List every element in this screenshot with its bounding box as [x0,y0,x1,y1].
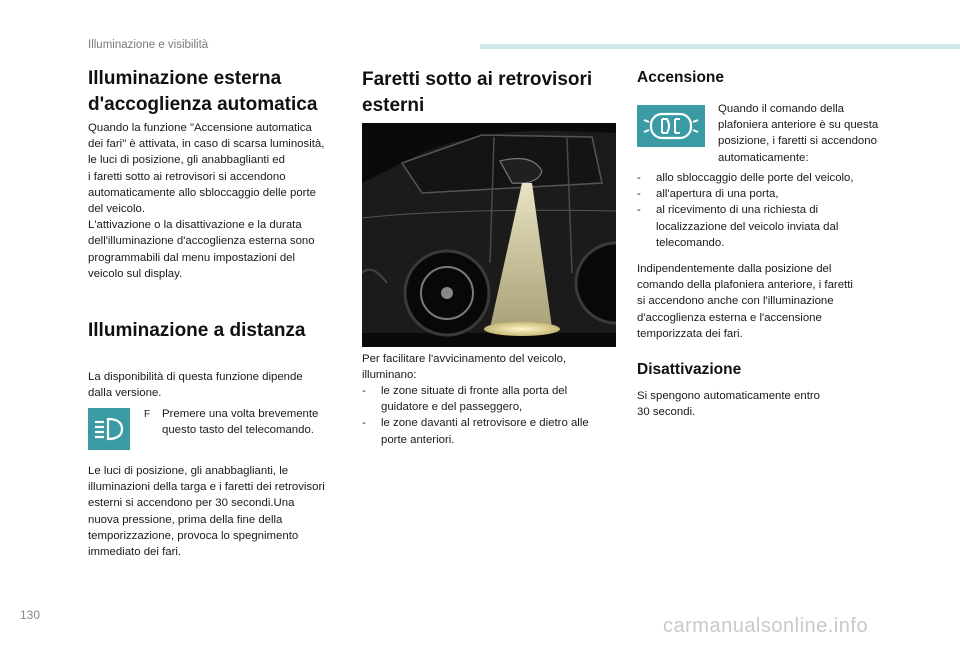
title-external-lighting: Illuminazione esterna d'accoglienza automatica [88,68,318,115]
interior-light-icon [637,105,705,147]
title-mirror-lights: Faretti sotto ai retrovisori esterni [362,69,593,116]
mirror-zones-list [362,383,620,448]
paragraph-auto-lighting: Quando la funzione "Accensione automatica dei fari" è attivata, in caso di scarsa luminosità, le luci di posizione, gli anabbaglianti ed i faretti sotto ai retrovisori si accendono automaticamente allo sbloccaggio delle porte del veicolo. L'attivazione o la disattivazione e la durata dell'illuminazione d'accoglienza esterna sono programmabili dal menu impostazioni del veicolo sul display. [88,122,325,280]
instruction-marker: F [144,409,151,420]
page-number: 130 [20,608,41,622]
title-activation: Accensione [637,69,725,86]
title-remote-lighting: Illuminazione a distanza [88,320,306,341]
paragraph-deactivation: Si spengono automaticamente entro 30 secondi. [637,390,821,419]
paragraph-availability: La disponibilità di questa funzione dipende dalla versione. [88,371,303,400]
activation-icon-text: Quando il comando della plafoniera anteriore è su questa posizione, i faretti si accendono automaticamente: [718,103,879,164]
car-mirror-light-photo [362,123,616,347]
list-item: - al ricevimento di una richiesta di localizzazione del veicolo inviata dal telecomando. [637,202,897,251]
list-item: - le zone situate di fronte alla porta del guidatore e del passeggero, [362,383,620,415]
section-header: Illuminazione e visibilità [88,39,209,51]
paragraph-mirror-intro: Per facilitare l'avvicinamento del veicolo, illuminano: [362,353,567,382]
header-bar [480,44,960,49]
title-deactivation: Disattivazione [637,361,742,378]
instruction-text: Premere una volta brevemente questo tasto del telecomando. [162,408,319,437]
paragraph-independent: Indipendentemente dalla posizione del comando della plafoniera anteriore, i faretti si accendono anche con l'illuminazione d'accoglienza esterna e l'accensione temporizzata dei fari. [637,263,853,340]
activation-list [637,170,897,251]
headlamp-icon [88,408,130,450]
paragraph-remote-effect: Le luci di posizione, gli anabbaglianti, le illuminazioni della targa e i faretti dei retrovisori esterni si accendono per 30 secondi.Una nuova pressione, prima della fine della temporizzazione, provoca lo spegnimento immediato dei fari. [88,465,325,559]
list-item: - allo sbloccaggio delle porte del veicolo, [637,170,897,186]
watermark: carmanualsonline.info [663,615,869,637]
list-item: - all'apertura di una porta, [637,186,897,202]
list-item: - le zone davanti al retrovisore e dietro alle porte anteriori. [362,415,620,447]
